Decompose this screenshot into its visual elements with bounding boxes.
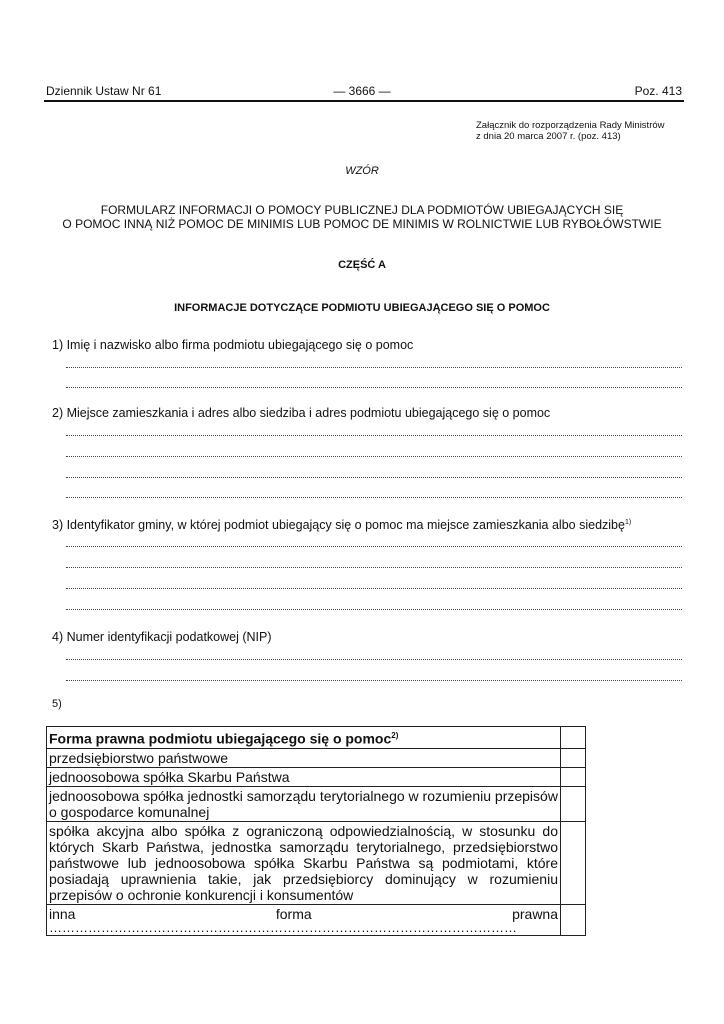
question-5-label: 5)	[52, 698, 62, 710]
answer-1-line[interactable]	[66, 367, 682, 368]
legal-form-other	[47, 904, 561, 935]
question-2-label: 2) Miejsce zamieszkania i adres albo siedziba i adres podmiotu ubiegającego się o pomoc	[52, 406, 551, 420]
legal-form-option: jednoosobowa spółka Skarbu Państwa	[47, 767, 561, 786]
answer-3-line[interactable]	[66, 546, 682, 547]
table-row	[47, 786, 586, 821]
footnote-2-marker: 2)	[391, 731, 399, 740]
part-heading: CZĘŚĆ A	[338, 259, 386, 271]
table-row	[47, 767, 586, 786]
question-1-label: 1) Imię i nazwisko albo firma podmiotu ubiegającego się o pomoc	[52, 338, 414, 352]
template-label: WZÓR	[345, 165, 379, 177]
legal-form-table	[46, 726, 586, 936]
answer-4-line[interactable]	[66, 680, 682, 681]
legal-form-heading	[47, 727, 561, 749]
form-title	[0, 204, 724, 231]
table-row	[47, 727, 586, 749]
other-form-fill-line[interactable]: ………………………………………………………………………………………………	[49, 921, 517, 934]
answer-3-line[interactable]	[66, 567, 682, 568]
legal-form-option: spółka akcyjna albo spółka z ograniczoną odpowiedzialnością, w stosunku do których Skarb Państwa, jednostka samorządu terytorialnego, przedsiębiorstwo państwowe lub jednoosobowa spółka Skarbu Państwa są podmiotami, które posiadają uprawnienia takie, jak przedsiębiorcy dominujący w rozumieniu przepisów o ochronie konkurencji i konsumentów	[47, 821, 561, 904]
table-row	[47, 821, 586, 904]
answer-2-line[interactable]	[66, 456, 682, 457]
answer-3-line[interactable]	[66, 609, 682, 610]
answer-1-line[interactable]	[66, 387, 682, 388]
legal-form-option: jednoosobowa spółka jednostki samorządu terytorialnego w rozumieniu przepisów o gospodarce komunalnej	[47, 786, 561, 821]
question-3-label	[52, 518, 631, 532]
other-form-label	[49, 906, 558, 922]
annex-line-2: z dnia 20 marca 2007 r. (poz. 413)	[476, 131, 621, 142]
heading-checkbox-cell	[561, 727, 586, 749]
answer-4-line[interactable]	[66, 659, 682, 660]
table-row	[47, 904, 586, 935]
annex-line-1: Załącznik do rozporządzenia Rady Ministrów	[476, 120, 665, 131]
section-heading: INFORMACJE DOTYCZĄCE PODMIOTU UBIEGAJĄCEGO SIĘ O POMOC	[174, 302, 550, 314]
annex-note	[476, 120, 665, 142]
question-3-text: 3) Identyfikator gminy, w której podmiot ubiegający się o pomoc ma miejsce zamieszkania albo siedzibę	[52, 518, 625, 532]
other-word-1: inna	[49, 905, 76, 922]
option-checkbox[interactable]	[561, 748, 586, 767]
form-title-line-2: O POMOC INNĄ NIŻ POMOC DE MINIMIS LUB POMOC DE MINIMIS W ROLNICTWIE LUB RYBOŁÓWSTWIE	[62, 216, 662, 231]
answer-3-line[interactable]	[66, 588, 682, 589]
legal-form-heading-text: Forma prawna podmiotu ubiegającego się o pomoc	[49, 730, 392, 747]
question-4-label: 4) Numer identyfikacji podatkowej (NIP)	[52, 630, 272, 644]
page-number: — 3666 —	[333, 84, 391, 98]
other-word-2: forma	[275, 905, 312, 922]
table-row	[47, 748, 586, 767]
legal-form-option: przedsiębiorstwo państwowe	[47, 748, 561, 767]
option-checkbox[interactable]	[561, 821, 586, 904]
option-checkbox[interactable]	[561, 786, 586, 821]
other-word-3: prawna	[512, 905, 558, 922]
position-number: Poz. 413	[634, 84, 682, 98]
footnote-1-marker: 1)	[624, 518, 632, 526]
answer-2-line[interactable]	[66, 477, 682, 478]
answer-2-line[interactable]	[66, 497, 682, 498]
header-rule	[44, 100, 684, 102]
form-title-line-1: FORMULARZ INFORMACJI O POMOCY PUBLICZNEJ DLA PODMIOTÓW UBIEGAJĄCYCH SIĘ	[100, 203, 624, 217]
journal-name: Dziennik Ustaw Nr 61	[46, 84, 162, 98]
option-checkbox[interactable]	[561, 904, 586, 935]
option-checkbox[interactable]	[561, 767, 586, 786]
answer-2-line[interactable]	[66, 435, 682, 436]
